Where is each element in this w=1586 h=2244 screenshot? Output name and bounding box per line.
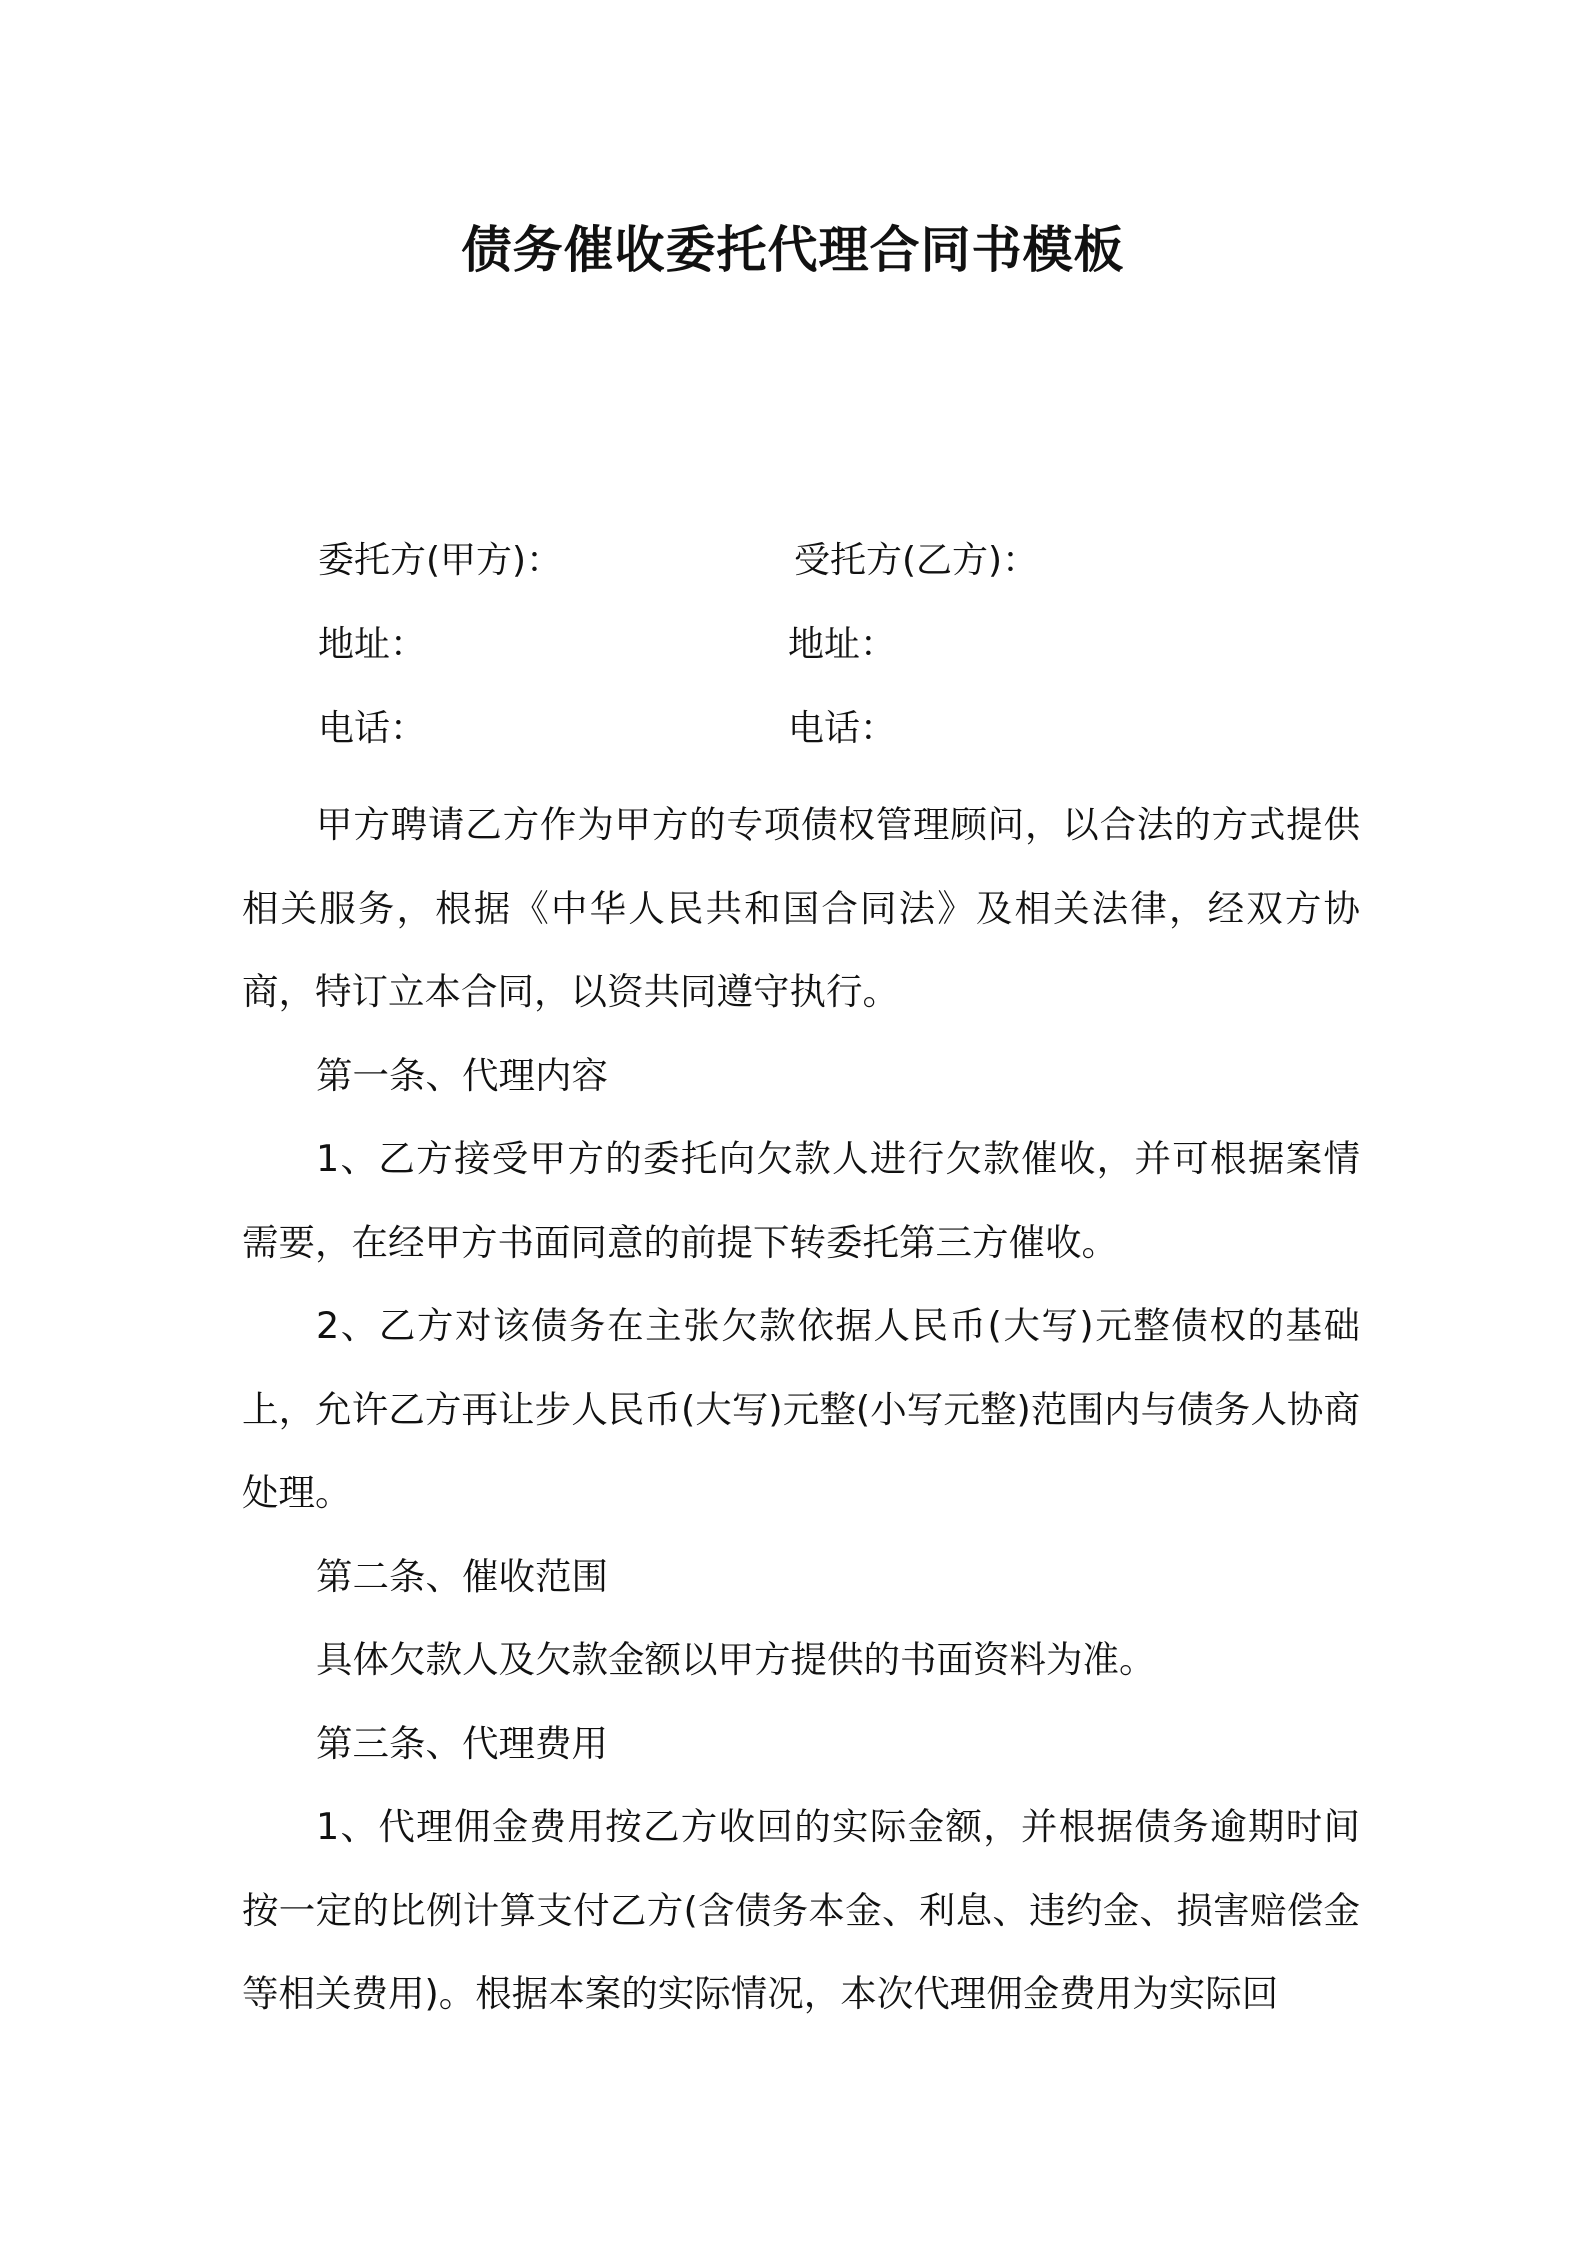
party-name-row: [318, 535, 1378, 619]
article-1-clause-2: 2、乙方对该债务在主张欠款依据人民币(大写)元整债权的基础上，允许乙方再让步人民币(大写)元整(小写元整)范围内与债务人协商处理。: [242, 1304, 1360, 1514]
party-address-row: [318, 619, 1378, 703]
client-address-label: 地址：: [318, 624, 427, 665]
article-2-text: 具体欠款人及欠款金额以甲方提供的书面资料为准。: [316, 1638, 1156, 1681]
agent-address-label: 地址：: [788, 624, 897, 665]
article-1-heading: 第一条、代理内容: [316, 1053, 608, 1097]
article-2-heading: 第二条、催收范围: [316, 1554, 608, 1598]
article-3-heading: 第三条、代理费用: [316, 1721, 608, 1765]
article-1-clause-1: 1、乙方接受甲方的委托向欠款人进行欠款催收，并可根据案情需要，在经甲方书面同意的前提下转委托第三方催收。: [242, 1137, 1360, 1264]
agent-label: 受托方(乙方)：: [794, 540, 1039, 581]
client-label: 委托方(甲方)：: [318, 540, 563, 581]
party-phone-row: [318, 703, 1378, 787]
agent-phone-label: 电话：: [788, 708, 897, 749]
parties-block: [318, 535, 1378, 787]
client-phone-label: 电话：: [318, 708, 427, 749]
intro-paragraph: 甲方聘请乙方作为甲方的专项债权管理顾问，以合法的方式提供相关服务，根据《中华人民共和国合同法》及相关法律，经双方协商，特订立本合同，以资共同遵守执行。: [242, 803, 1360, 1013]
article-3-clause-1: 1、代理佣金费用按乙方收回的实际金额，并根据债务逾期时间按一定的比例计算支付乙方(含债务本金、利息、违约金、损害赔偿金等相关费用)。根据本案的实际情况，本次代理佣金费用为实际回: [242, 1805, 1360, 2015]
contract-body: [242, 783, 1360, 2036]
document-title: 债务催收委托代理合同书模板: [461, 221, 1125, 279]
